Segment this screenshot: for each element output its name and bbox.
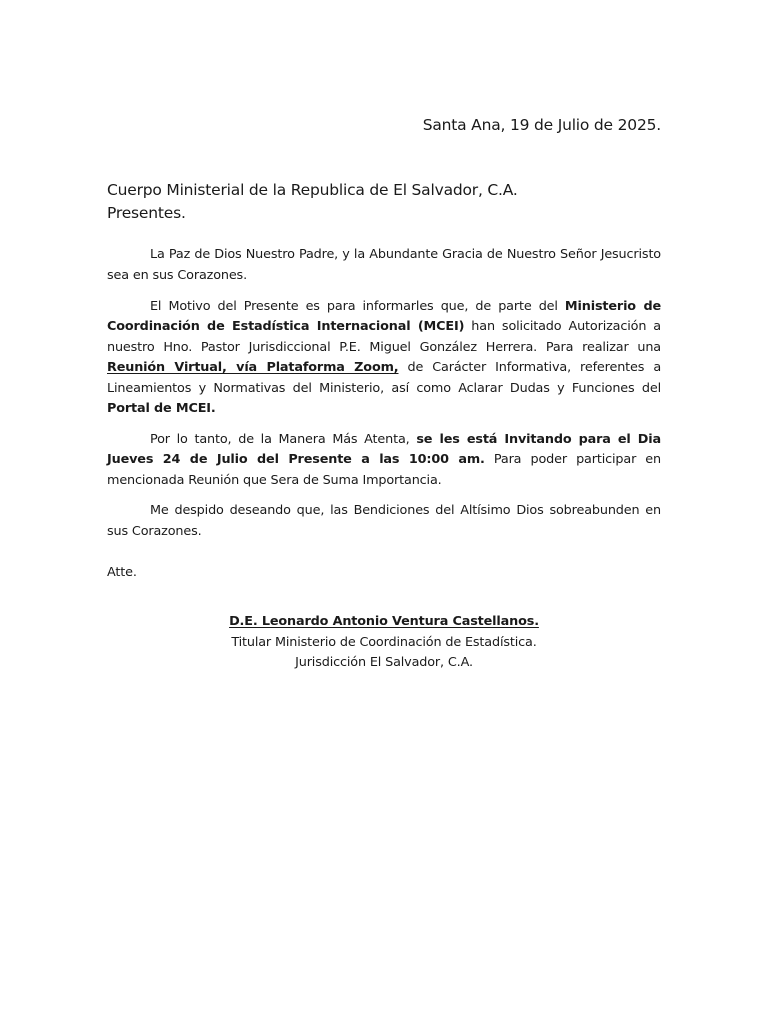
portal-name: Portal de MCEI. (107, 401, 216, 416)
paragraph-motive (107, 297, 661, 420)
invitation-text-1: Por lo tanto, de la Manera Más Atenta, (150, 431, 417, 447)
paragraph-greeting (107, 245, 661, 286)
paragraph-invitation (107, 430, 661, 492)
signatory-title: Titular Ministerio de Coordinación de Estadística. (231, 634, 537, 650)
recipient-name: Cuerpo Ministerial de la Republica de El Salvador, C.A. (107, 181, 518, 199)
motive-text-2: han solicitado Autorización a nuestro Hno. Pastor Jurisdiccional P.E. Miguel González Herrera. Para realizar una (107, 319, 661, 355)
date-line: Santa Ana, 19 de Julio de 2025. (422, 116, 661, 134)
closing-word: Atte. (107, 565, 137, 580)
meeting-date: se les está Invitando para el Dia Jueves 24 de Julio del Presente a las 10:00 am. (107, 431, 661, 467)
signature-block (107, 612, 661, 674)
recipient-block (107, 179, 667, 225)
signatory-jurisdiction: Jurisdicción El Salvador, C.A. (295, 655, 473, 670)
paragraph-greeting-text: La Paz de Dios Nuestro Padre, y la Abundante Gracia de Nuestro Señor Jesucristo sea en sus Corazones. (107, 247, 661, 283)
motive-text-3: de Carácter Informativa, referentes a Lineamientos y Normativas del Ministerio, así como Aclarar Dudas y Funciones del (107, 360, 662, 396)
signatory-name: D.E. Leonardo Antonio Ventura Castellanos. (229, 614, 539, 629)
paragraph-farewell (107, 501, 661, 542)
meeting-platform: Reunión Virtual, vía Plataforma Zoom, (107, 360, 399, 375)
paragraph-farewell-text: Me despido deseando que, las Bendiciones del Altísimo Dios sobreabunden en sus Corazones. (107, 503, 661, 539)
letter-body (107, 245, 661, 553)
recipient-greeting: Presentes. (107, 204, 186, 222)
ministry-name: Ministerio de Coordinación de Estadística Internacional (MCEI) (107, 298, 661, 334)
motive-text-1: El Motivo del Presente es para informarles que, de parte del (150, 298, 565, 314)
invitation-text-2: Para poder participar en mencionada Reunión que Sera de Suma Importancia. (107, 452, 661, 488)
